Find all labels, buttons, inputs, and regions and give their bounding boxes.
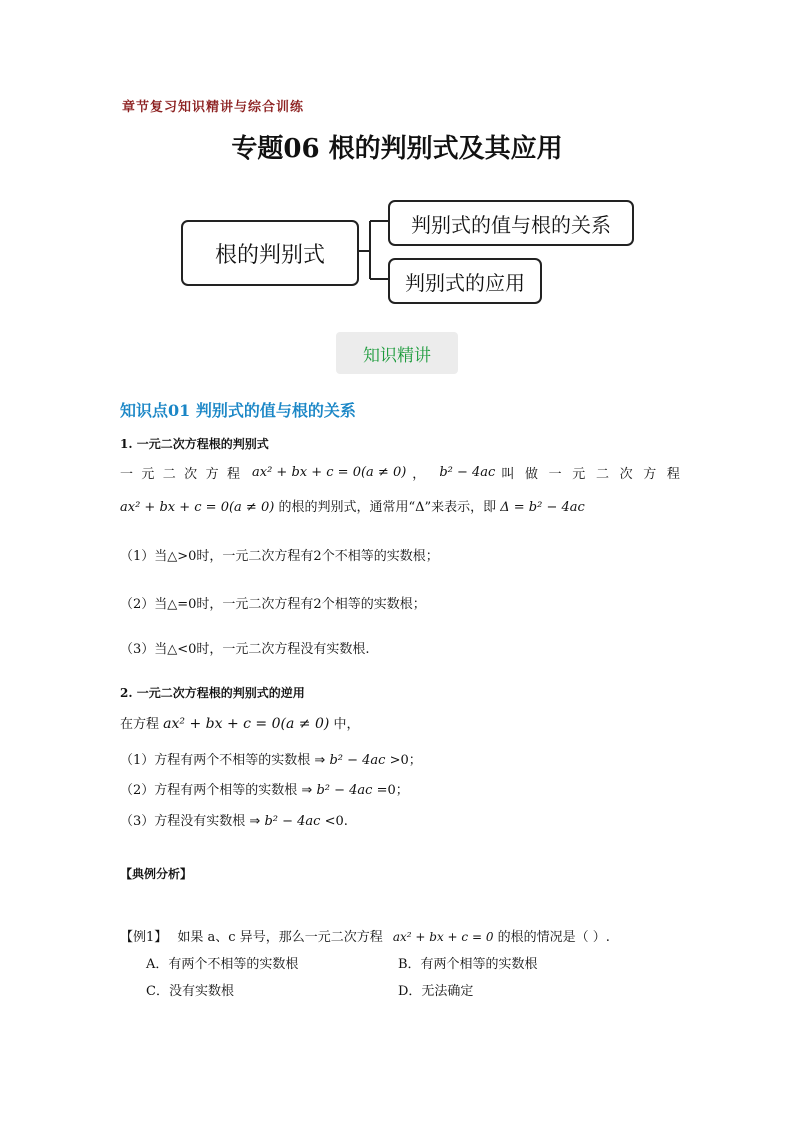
implies-icon: ⇒ bbox=[301, 783, 313, 798]
intro-prefix: 在方程 bbox=[120, 717, 160, 732]
example-label: 【例1】 bbox=[120, 930, 168, 945]
equation: ax² + bx + c = 0(a ≠ 0) bbox=[252, 465, 407, 480]
connector-line bbox=[355, 221, 388, 279]
item-expression: b² − 4ac bbox=[316, 783, 373, 798]
subsection-1-heading: 1. 一元二次方程根的判别式 bbox=[120, 437, 269, 451]
intro-suffix: 中， bbox=[333, 717, 360, 732]
case-2: （2）当△=0时，一元二次方程有2个相等的实数根； bbox=[120, 597, 426, 612]
question-prefix: 如果 a、c 异号，那么一元二次方程 bbox=[177, 930, 383, 945]
inverse-item-3 bbox=[120, 810, 348, 829]
char: 程 bbox=[226, 467, 240, 482]
option-c[interactable]: C．没有实数根 bbox=[146, 984, 234, 999]
case-1: （1）当△>0时，一元二次方程有2个不相等的实数根； bbox=[120, 549, 439, 564]
subsection-2-heading: 2. 一元二次方程根的判别式的逆用 bbox=[120, 686, 305, 700]
question-suffix: 的根的情况是（ ）. bbox=[497, 930, 610, 945]
page-title: 专题06 根的判别式及其应用 bbox=[231, 134, 563, 164]
item-label: （1）方程有两个不相等的实数根 bbox=[120, 753, 311, 768]
inverse-intro bbox=[120, 713, 359, 732]
example-question bbox=[120, 926, 610, 945]
option-d[interactable]: D．无法确定 bbox=[398, 984, 474, 999]
delta-expression: Δ = b² − 4ac bbox=[500, 500, 585, 515]
char: 二 bbox=[595, 467, 609, 482]
definition-text: 的根的判别式，通常用“Δ”来表示，即 bbox=[278, 500, 497, 515]
knowledge-point-title: 知识点01 判别式的值与根的关系 bbox=[120, 401, 356, 420]
char: 二 bbox=[162, 467, 176, 482]
char: 做 bbox=[524, 467, 538, 482]
mindmap-root: 根的判别式 bbox=[181, 220, 359, 286]
option-a[interactable]: A．有两个不相等的实数根 bbox=[146, 957, 299, 972]
chapter-tag: 章节复习知识精讲与综合训练 bbox=[122, 100, 305, 115]
item-expression: b² − 4ac bbox=[264, 814, 321, 829]
item-relation: <0. bbox=[324, 814, 348, 829]
comma: ， bbox=[412, 467, 426, 482]
mindmap-branch-1: 判别式的值与根的关系 bbox=[388, 200, 634, 246]
implies-icon: ⇒ bbox=[249, 814, 261, 829]
item-label: （3）方程没有实数根 bbox=[120, 814, 246, 829]
char: 元 bbox=[141, 467, 155, 482]
char: 叫 bbox=[501, 467, 515, 482]
definition-line-1 bbox=[120, 463, 680, 482]
item-relation: =0； bbox=[376, 783, 409, 798]
inverse-item-2 bbox=[120, 779, 409, 798]
example-section-heading: 【典例分析】 bbox=[120, 867, 193, 881]
char: 方 bbox=[205, 467, 219, 482]
item-label: （2）方程有两个相等的实数根 bbox=[120, 783, 298, 798]
case-3: （3）当△<0时，一元二次方程没有实数根. bbox=[120, 642, 370, 657]
implies-icon: ⇒ bbox=[314, 753, 326, 768]
option-b[interactable]: B．有两个相等的实数根 bbox=[398, 957, 538, 972]
char: 次 bbox=[184, 467, 198, 482]
section-label: 知识精讲 bbox=[336, 332, 458, 374]
char: 一 bbox=[548, 467, 562, 482]
equation: ax² + bx + c = 0(a ≠ 0) bbox=[120, 500, 275, 515]
item-relation: >0； bbox=[389, 753, 422, 768]
equation: ax² + bx + c = 0(a ≠ 0) bbox=[163, 716, 330, 732]
definition-line-2 bbox=[120, 496, 585, 515]
inverse-item-1 bbox=[120, 749, 422, 768]
item-expression: b² − 4ac bbox=[329, 753, 386, 768]
discriminant: b² − 4ac bbox=[439, 465, 496, 480]
char: 程 bbox=[666, 467, 680, 482]
question-equation: ax² + bx + c = 0 bbox=[392, 930, 494, 944]
char: 次 bbox=[619, 467, 633, 482]
mindmap-branch-2: 判别式的应用 bbox=[388, 258, 542, 304]
char: 一 bbox=[120, 467, 134, 482]
char: 元 bbox=[572, 467, 586, 482]
char: 方 bbox=[643, 467, 657, 482]
